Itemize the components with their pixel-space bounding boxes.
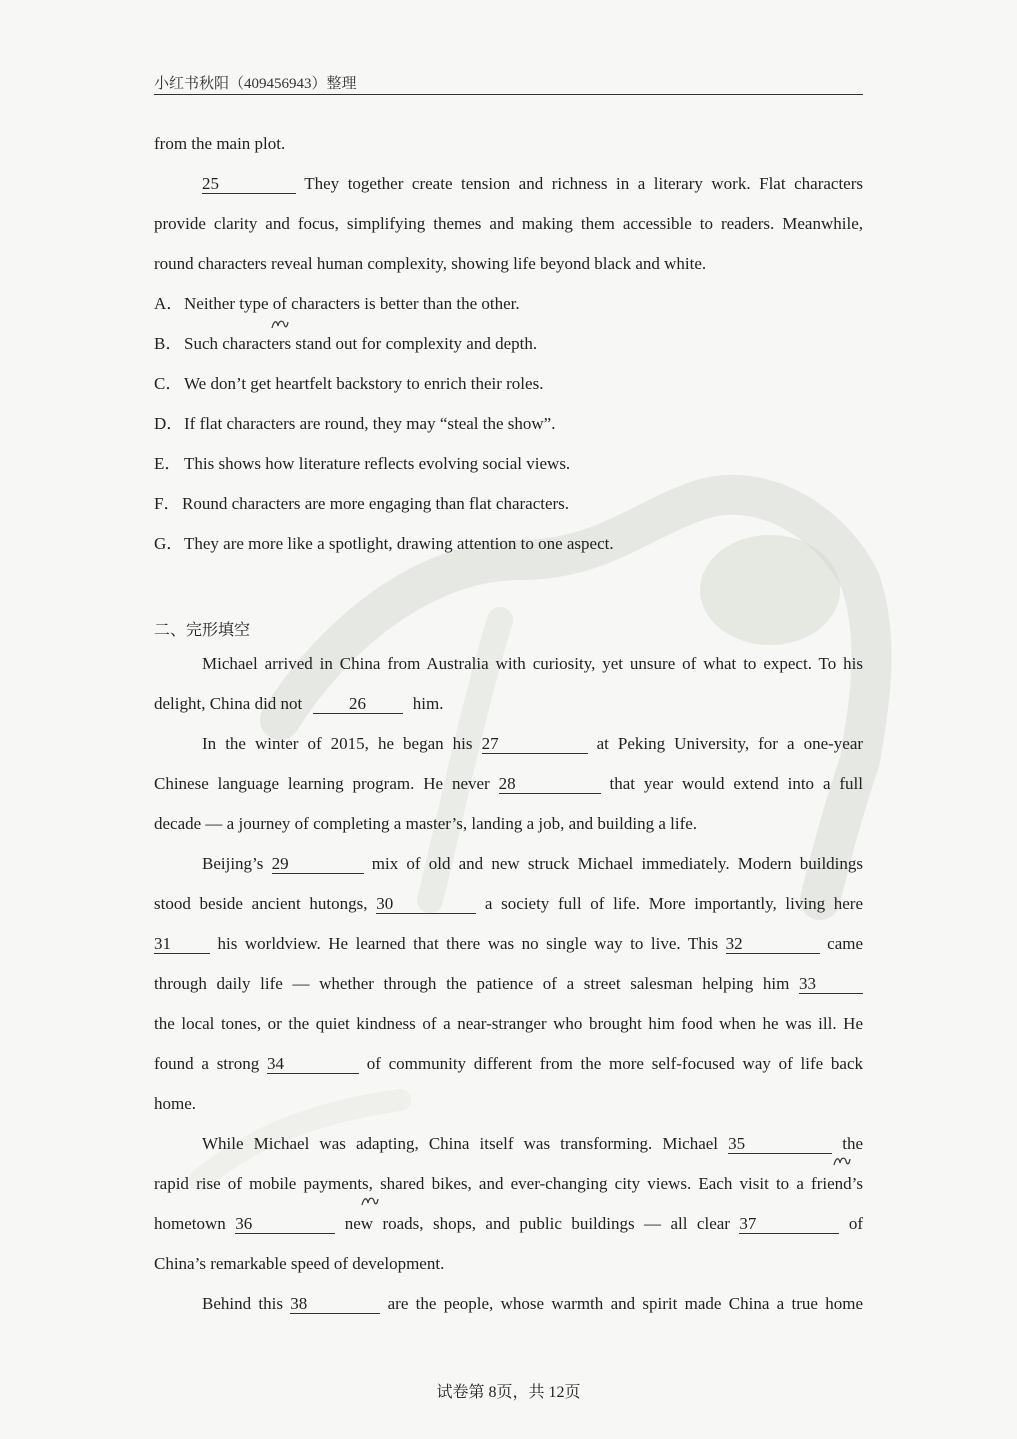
handwritten-mark-icon bbox=[360, 1195, 380, 1209]
option-letter: C． bbox=[154, 374, 183, 393]
option-text: Neither type of characters is better than the other. bbox=[184, 294, 520, 313]
option-f bbox=[154, 492, 863, 516]
option-text: We don’t get heartfelt backstory to enrich their roles. bbox=[184, 374, 544, 393]
passage-text: his worldview. He learned that there was no single way to live. This bbox=[217, 934, 719, 953]
passage-text: came bbox=[827, 934, 864, 953]
passage-line-11 bbox=[154, 1052, 863, 1076]
blank-33[interactable]: 33 bbox=[799, 975, 863, 994]
passage-line-10: the local tones, or the quiet kindness of a near-stranger who brought him food when he was ill. He bbox=[154, 1014, 863, 1033]
option-text: This shows how literature reflects evolving social views. bbox=[184, 454, 571, 473]
option-letter: G． bbox=[154, 534, 184, 553]
blank-38[interactable]: 38 bbox=[290, 1295, 380, 1314]
passage-line-2 bbox=[154, 692, 863, 716]
passage-line-6 bbox=[202, 852, 863, 876]
passage-line-15 bbox=[154, 1212, 863, 1236]
passage-text: through daily life — whether through the patience of a street salesman helping him bbox=[154, 974, 790, 993]
option-text: If flat characters are round, they may “steal the show”. bbox=[184, 414, 556, 433]
blank-29[interactable]: 29 bbox=[272, 855, 364, 874]
blank-35[interactable]: 35 bbox=[728, 1135, 832, 1154]
option-c bbox=[154, 372, 863, 396]
passage-line-4 bbox=[154, 772, 863, 796]
passage-text: Beijing’s bbox=[202, 854, 264, 873]
option-letter: F． bbox=[154, 494, 181, 513]
passage-line-5: decade — a journey of completing a master’s, landing a job, and building a life. bbox=[154, 814, 698, 833]
passage-line-12: home. bbox=[154, 1094, 197, 1113]
option-b bbox=[154, 332, 863, 356]
option-text: They are more like a spotlight, drawing attention to one aspect. bbox=[184, 534, 614, 553]
option-d bbox=[154, 412, 863, 436]
blank-31[interactable]: 31 bbox=[154, 935, 210, 954]
passage-text: In the winter of 2015, he began his bbox=[202, 734, 473, 753]
passage-line-16: China’s remarkable speed of development. bbox=[154, 1254, 445, 1273]
blank-32[interactable]: 32 bbox=[726, 935, 820, 954]
passage-line-1: Michael arrived in China from Australia with curiosity, yet unsure of what to expect. To his bbox=[202, 654, 863, 673]
option-letter: D． bbox=[154, 414, 184, 433]
section-title: 二、完形填空 bbox=[154, 620, 251, 639]
blank-25[interactable]: 25 bbox=[202, 175, 296, 194]
passage-text: the bbox=[842, 1134, 864, 1153]
passage-text: delight, China did not bbox=[154, 694, 303, 713]
option-g bbox=[154, 532, 863, 556]
passage-text: of community different from the more self-focused way of life back bbox=[366, 1054, 864, 1073]
page-header: 小红书秋阳（409456943）整理 bbox=[154, 76, 357, 92]
handwritten-mark-icon bbox=[270, 318, 290, 332]
option-letter: E． bbox=[154, 454, 182, 473]
blank-34[interactable]: 34 bbox=[267, 1055, 359, 1074]
blank-28[interactable]: 28 bbox=[499, 775, 601, 794]
q25-line-2: provide clarity and focus, simplifying themes and making them accessible to readers. Meanwhile, bbox=[154, 214, 863, 233]
header-divider bbox=[154, 94, 863, 95]
passage-text: are the people, whose warmth and spirit made China a true home bbox=[387, 1294, 864, 1313]
option-a bbox=[154, 292, 863, 316]
passage-text: Chinese language learning program. He never bbox=[154, 774, 490, 793]
passage-text: While Michael was adapting, China itself was transforming. Michael bbox=[202, 1134, 719, 1153]
passage-text: that year would extend into a full bbox=[609, 774, 863, 793]
option-letter: A． bbox=[154, 294, 184, 313]
blank-36[interactable]: 36 bbox=[235, 1215, 335, 1234]
passage-text: stood beside ancient hutongs, bbox=[154, 894, 368, 913]
passage-text: him. bbox=[412, 694, 444, 713]
handwritten-mark-icon bbox=[832, 1155, 852, 1169]
q25-text-1: They together create tension and richness in a literary work. Flat characters bbox=[304, 174, 863, 193]
q25-line-3: round characters reveal human complexity, showing life beyond black and white. bbox=[154, 254, 707, 273]
passage-text: of bbox=[848, 1214, 864, 1233]
option-e bbox=[154, 452, 863, 476]
passage-text: a society full of life. More importantly, living here bbox=[484, 894, 864, 913]
blank-26[interactable]: 26 bbox=[313, 695, 403, 714]
option-text: Round characters are more engaging than flat characters. bbox=[182, 494, 570, 513]
passage-text: mix of old and new struck Michael immediately. Modern buildings bbox=[371, 854, 864, 873]
blank-27[interactable]: 27 bbox=[482, 735, 588, 754]
passage-line-14: rapid rise of mobile payments, shared bikes, and ever-changing city views. Each visit to a friend’s bbox=[154, 1174, 863, 1193]
passage-text: Behind this bbox=[202, 1294, 283, 1313]
blank-37[interactable]: 37 bbox=[739, 1215, 839, 1234]
page-footer: 试卷第 8页，共 12页 bbox=[436, 1384, 581, 1401]
passage-text: at Peking University, for a one-year bbox=[596, 734, 864, 753]
passage-line-8 bbox=[154, 932, 863, 956]
passage-text: hometown bbox=[154, 1214, 226, 1233]
passage-text: found a strong bbox=[154, 1054, 260, 1073]
passage-line-7 bbox=[154, 892, 863, 916]
passage-line-17 bbox=[202, 1292, 863, 1316]
passage-text: new roads, shops, and public buildings — all clear bbox=[344, 1214, 730, 1233]
passage-line-9 bbox=[154, 972, 863, 996]
option-letter: B． bbox=[154, 334, 183, 353]
option-text: Such characters stand out for complexity and depth. bbox=[184, 334, 538, 353]
blank-30[interactable]: 30 bbox=[376, 895, 476, 914]
q25-line-1 bbox=[202, 172, 863, 196]
passage-line-3 bbox=[202, 732, 863, 756]
passage-line-13 bbox=[202, 1132, 863, 1156]
intro-line: from the main plot. bbox=[154, 134, 286, 153]
